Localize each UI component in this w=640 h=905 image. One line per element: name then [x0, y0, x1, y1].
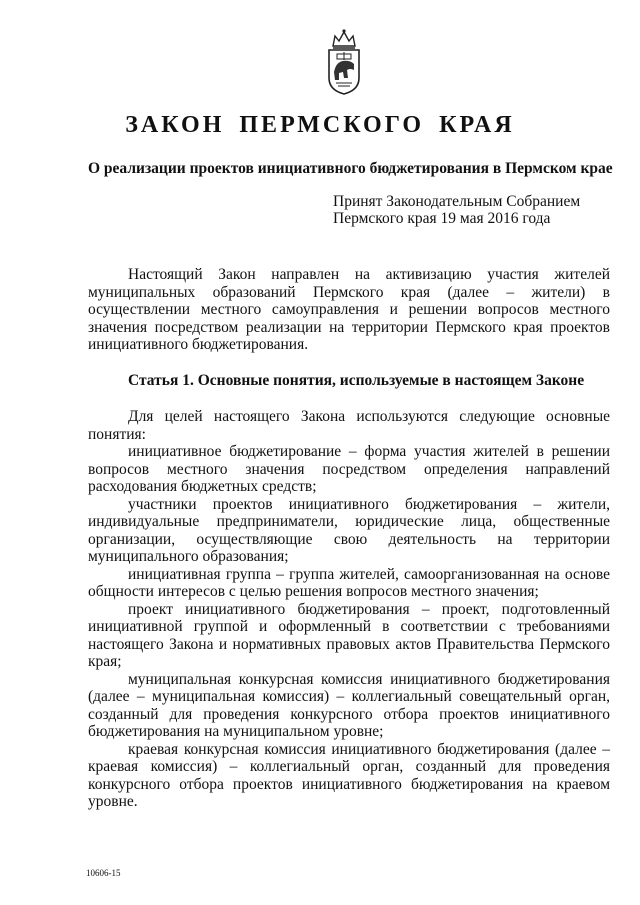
adoption-line-2: Пермского края 19 мая 2016 года	[333, 210, 551, 227]
definition-paragraph: краевая конкурсная комиссия инициативного бюджетирования (далее – краевая комиссия) – коллегиальный орган, созданный для проведения конкурсного отбора проектов инициативного бюджетирования на краевом уровне.	[88, 740, 610, 810]
definition-paragraph: проект инициативного бюджетирования – проект, подготовленный инициативной группой и оформленный в соответствии с требованиями настоящего Закона и нормативных правовых актов Правительства Пермского края;	[88, 600, 610, 670]
definitions-intro: Для целей настоящего Закона используются следующие основные понятия:	[88, 408, 610, 443]
preamble-paragraph: Настоящий Закон направлен на активизацию участия жителей муниципальных образований Пермского края (далее – жители) в осуществлении местного самоуправления и решении вопросов местного значения посредством реализации на территории Пермского края проектов инициативного бюджетирования.	[88, 266, 610, 353]
coat-of-arms-emblem	[323, 28, 365, 96]
article-1-heading: Статья 1. Основные понятия, используемые в настоящем Законе	[128, 372, 585, 389]
adoption-note	[333, 193, 623, 227]
definition-paragraph: муниципальная конкурсная комиссия инициативного бюджетирования (далее – муниципальная комиссия) – коллегиальный совещательный орган, созданный для проведения конкурсного отбора проектов инициативного бюджетирования на муниципальном уровне;	[88, 670, 610, 740]
adoption-line-1: Принят Законодательным Собранием	[333, 193, 581, 210]
definition-paragraph: участники проектов инициативного бюджетирования – жители, индивидуальные предприниматели, юридические лица, общественные организации, осуществляющие свою деятельность на территории муниципального образования;	[88, 495, 610, 565]
document-code: 10606-15	[86, 868, 121, 878]
law-subtitle: О реализации проектов инициативного бюджетирования в Пермском крае	[88, 160, 613, 177]
definitions-section	[88, 408, 610, 811]
definition-paragraph: инициативное бюджетирование – форма участия жителей в решении вопросов местного значения посредством определения направлений расходования бюджетных средств;	[88, 443, 610, 495]
law-title: ЗАКОН ПЕРМСКОГО КРАЯ	[125, 112, 515, 138]
definition-paragraph: инициативная группа – группа жителей, самоорганизованная на основе общности интересов с целью решения вопросов местного значения;	[88, 565, 610, 600]
